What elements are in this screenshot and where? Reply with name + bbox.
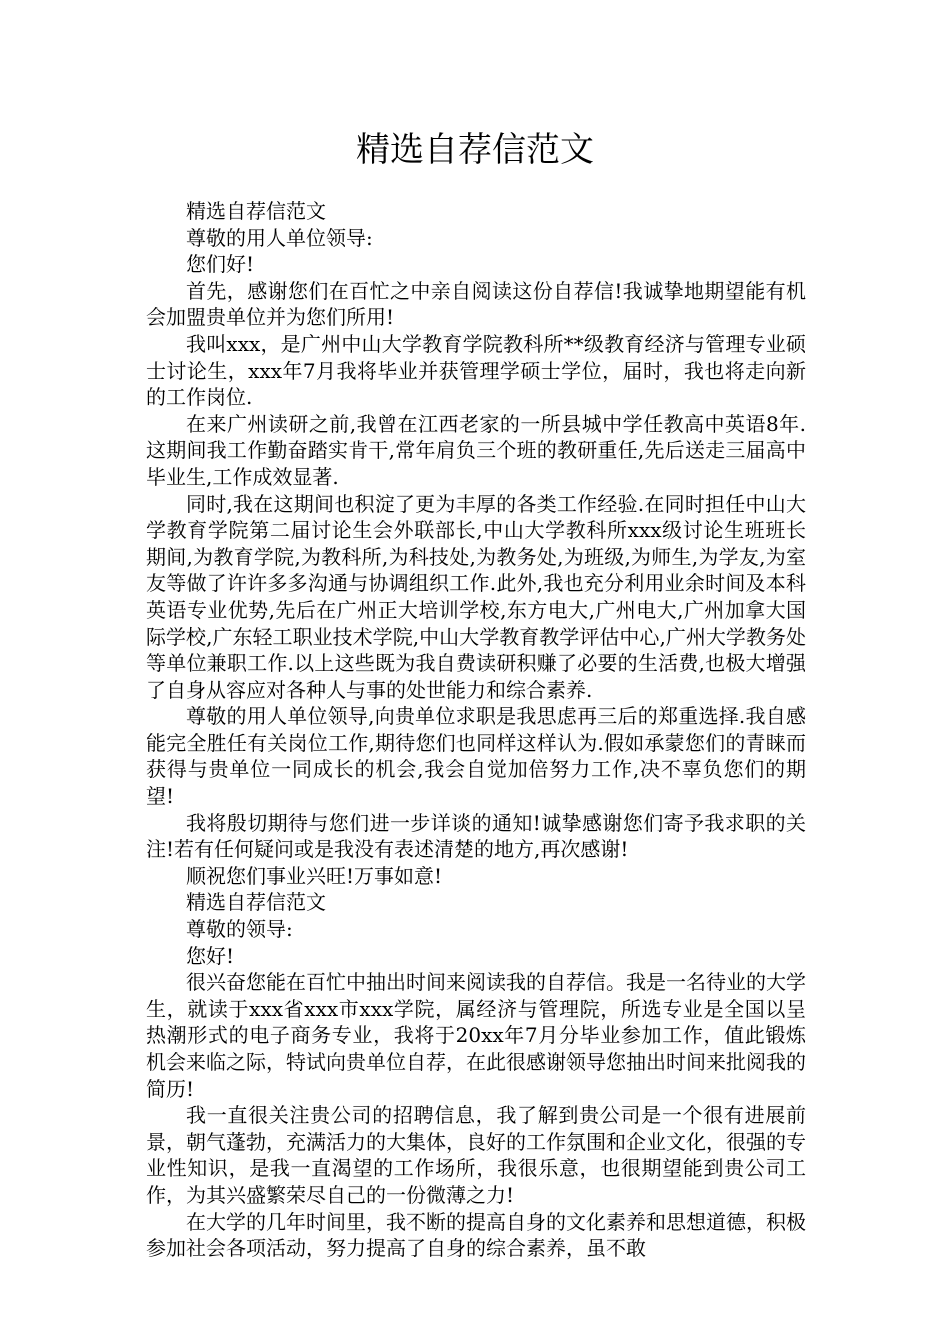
paragraph: 尊敬的用人单位领导,向贵单位求职是我思虑再三后的郑重选择.我自感能完全胜任有关岗位工作,期待您们也同样这样认为.假如承蒙您们的青睐而获得与贵单位一同成长的机会,我会自觉加倍努力工作,决不辜负您们的期望! (146, 704, 806, 809)
paragraph: 您们好! (186, 252, 255, 277)
paragraph: 很兴奋您能在百忙中抽出时间来阅读我的自荐信。我是一名待业的大学生，就读于xxx省xxx市xxx学院，属经济与管理院，所选专业是全国以呈热潮形式的电子商务专业，我将于20xx年7月分毕业参加工作，值此锻炼机会来临之际，特试向贵单位自荐，在此很感谢领导您抽出时间来批阅我的简历! (146, 970, 806, 1101)
paragraph: 尊敬的领导: (186, 917, 293, 942)
paragraph: 我叫xxx，是广州中山大学教育学院教科所**级教育经济与管理专业硕士讨论生，xxx年7月我将毕业并获管理学硕士学位，届时，我也将走向新的工作岗位. (146, 331, 806, 410)
paragraph: 精选自荐信范文 (186, 199, 326, 223)
paragraph: 首先，感谢您们在百忙之中亲自阅读这份自荐信!我诚挚地期望能有机会加盟贵单位并为您们所用! (146, 278, 806, 330)
paragraph: 在来广州读研之前,我曾在江西老家的一所县城中学任教高中英语8年.这期间我工作勤奋踏实肯干,常年肩负三个班的教研重任,先后送走三届高中毕业生,工作成效显著. (146, 411, 806, 489)
paragraph: 精选自荐信范文 (186, 890, 326, 915)
paragraph: 在大学的几年时间里，我不断的提高自身的文化素养和思想道德，积极参加社会各项活动，努力提高了自身的综合素养，虽不敢 (146, 1209, 806, 1261)
paragraph: 我一直很关注贵公司的招聘信息，我了解到贵公司是一个很有进展前景，朝气蓬勃，充满活力的大集体，良好的工作氛围和企业文化，很强的专业性知识，是我一直渴望的工作场所，我很乐意，也很期望能到贵公司工作，为其兴盛繁荣尽自己的一份微薄之力! (146, 1103, 806, 1207)
document-title: 精选自荐信范文 (356, 130, 594, 170)
paragraph: 顺祝您们事业兴旺!万事如意! (186, 863, 443, 888)
paragraph: 尊敬的用人单位领导: (186, 225, 373, 250)
letter-body (146, 198, 806, 1262)
paragraph: 同时,我在这期间也积淀了更为丰厚的各类工作经验.在同时担任中山大学教育学院第二届讨论生会外联部长,中山大学教科所xxx级讨论生班班长期间,为教育学院,为教科所,为科技处,为教务处,为班级,为师生,为学友,为室友等做了许许多多沟通与协调组织工作.此外,我也充分利用业余时间及本科英语专业优势,先后在广州正大培训学校,东方电大,广州电大,广州加拿大国际学校,广东轻工职业技术学院,中山大学教育教学评估中心,广州大学教务处等单位兼职工作.以上这些既为我自费读研积赚了必要的生活费,也极大增强了自身从容应对各种人与事的处世能力和综合素养. (146, 491, 806, 702)
paragraph: 我将殷切期待与您们进一步详谈的通知!诚挚感谢您们寄予我求职的关注!若有任何疑问或是我没有表述清楚的地方,再次感谢! (146, 810, 806, 862)
paragraph: 您好! (186, 943, 235, 968)
